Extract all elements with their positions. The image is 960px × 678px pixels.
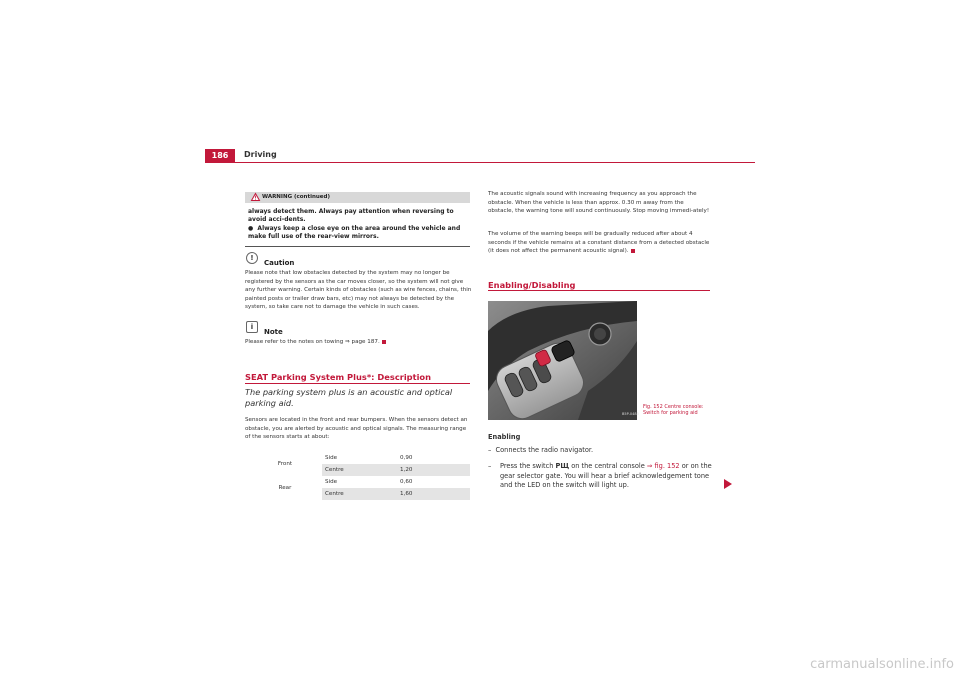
page-title: Driving: [244, 150, 277, 159]
table-row: [245, 452, 470, 464]
table-cell-position: Side: [325, 479, 338, 485]
end-of-section-mark: [631, 249, 635, 253]
centre-console-illustration: [488, 301, 637, 420]
section-subheading: The parking system plus is an acoustic and optical parking aid.: [245, 387, 453, 408]
step-dash: –: [488, 446, 492, 454]
section-heading-enabling: Enabling/Disabling: [488, 280, 576, 290]
parking-switch-symbol: PЩ: [555, 462, 570, 470]
sensor-range-table: [245, 452, 470, 500]
table-cell-position: Side: [325, 455, 338, 461]
caution-text: Please note that low obstacles detected by the system may no longer be registered by the sensors as the car moves closer, so the system will not give any further warning. Certain kinds of obstacles (such as wire fences, chains, thin painted posts or trailer draw bars, etc) may not always be detected by the system, so take care not to damage the vehicle in such cases.: [245, 270, 472, 311]
figure-caption-line1: Fig. 152 Centre console:: [643, 404, 704, 410]
section-intro-text: Sensors are located in the front and rear bumpers. When the sensors detect an obstacle, you are alerted by acoustic and optical signals. The measuring range of the sensors starts at about:: [245, 417, 468, 441]
note-info-icon: i: [246, 321, 258, 333]
warning-text: [248, 208, 468, 242]
table-cell-group-front: Front: [277, 461, 293, 467]
header-rule: [205, 162, 755, 163]
table-cell-value: 1,60: [397, 488, 470, 500]
caution-exclamation-icon: !: [246, 252, 258, 264]
warning-continued-text: always detect them. Always pay attention when reversing to avoid acci-dents.: [248, 208, 454, 224]
caution-label: Caution: [264, 259, 295, 267]
warning-bullet: [248, 225, 468, 242]
volume-text: [488, 230, 710, 256]
step-2-text-b: on the central console: [571, 462, 645, 470]
table-cell-value: 0,90: [400, 455, 413, 461]
acoustic-signal-text: The acoustic signals sound with increasing frequency as you approach the obstacle. When the vehicle is less than approx. 0.30 m away from the obstacle, the warning tone will sound continuously. Stop moving immedi-ately!: [488, 191, 710, 215]
volume-text-content: The volume of the warning beeps will be gradually reduced after about 4 seconds if the vehicle remains at a constant distance from a detected obstacle (it does not affect the permanent acoustic signal).: [488, 231, 710, 255]
centre-console-figure: [488, 301, 637, 420]
step-2: [488, 462, 716, 491]
step-1-text: Connects the radio navigator.: [495, 446, 594, 454]
table-cell-position: Centre: [322, 488, 397, 500]
note-text-content: Please refer to the notes on towing ⇒ page 187.: [245, 339, 380, 345]
table-cell-value: 0,60: [400, 479, 413, 485]
table-row: [245, 476, 470, 488]
section-heading-parking-description: SEAT Parking System Plus*: Description: [245, 372, 432, 382]
note-text: [245, 338, 473, 347]
figure-caption-line2: Switch for parking aid: [643, 410, 698, 417]
enabling-subheading: Enabling: [488, 433, 521, 441]
step-1: [488, 446, 712, 456]
bullet-icon: ●: [248, 224, 258, 232]
step-2-text-a: Press the switch: [500, 462, 554, 470]
section-rule: [245, 383, 470, 384]
step-dash: –: [488, 462, 492, 470]
table-cell-value: 1,20: [397, 464, 470, 476]
page-number: 186: [205, 149, 235, 163]
table-cell-group-rear: Rear: [278, 485, 292, 491]
figure-code: B5P-0483: [622, 412, 639, 416]
warning-triangle-icon: [251, 193, 260, 201]
table-cell-position: Centre: [322, 464, 397, 476]
warning-bullet-text: Always keep a close eye on the area around the vehicle and make full use of the rear-view mirrors.: [248, 224, 461, 241]
next-page-arrow-icon[interactable]: [724, 479, 732, 489]
watermark: carmanualsonline.info: [810, 657, 954, 672]
figure-reference-link[interactable]: ⇒ fig. 152: [646, 462, 680, 470]
figure-caption: [643, 404, 704, 417]
step-2-text-c: or on the gear selector gate. You will hear a brief acknowledgement tone and the LED on the switch will light up.: [500, 462, 712, 490]
section-rule: [488, 290, 710, 291]
end-of-section-mark: [382, 340, 386, 344]
note-label: Note: [264, 328, 283, 336]
warning-title: WARNING (continued): [262, 194, 330, 200]
